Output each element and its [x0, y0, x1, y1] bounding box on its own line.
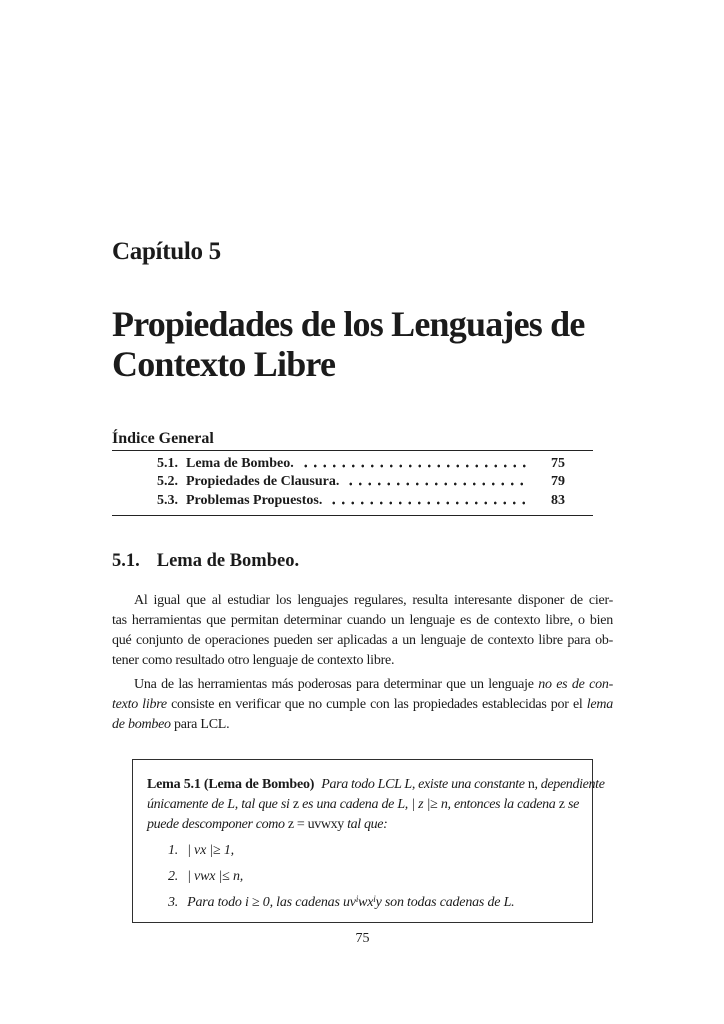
- lemma-label: Lema 5.1 (Lema de Bombeo): [147, 777, 315, 793]
- lemma-item-number: 2.: [168, 869, 179, 885]
- lemma-box: [132, 759, 605, 923]
- paragraph-line: qué conjunto de operaciones pueden ser aplicadas a un lenguaje de contexto libre para ob-: [112, 633, 613, 649]
- section-title: Lema de Bombeo.: [156, 551, 300, 572]
- lemma-statement-line: [147, 795, 579, 815]
- toc-entries: [112, 451, 593, 515]
- lemma-item: [168, 841, 579, 861]
- lemma-math-token: z: [292, 797, 299, 813]
- paragraph-line: [112, 695, 613, 715]
- toc-entry: [112, 455, 593, 473]
- lemma-item-text-post: y son todas cadenas de L.: [375, 895, 515, 911]
- lemma-text: , dependiente: [534, 777, 605, 793]
- paragraph-line: tener como resultado otro lenguaje de contexto libre.: [112, 653, 395, 669]
- paragraph-text: Una de las herramientas más poderosas para determinar que un lenguaje: [134, 677, 539, 693]
- lemma-item-number: 3.: [168, 895, 179, 911]
- toc-entry-page: 75: [551, 456, 565, 471]
- chapter-title-line-1: Propiedades de los Lenguajes de: [112, 304, 585, 344]
- paragraph: [112, 675, 613, 735]
- toc-entry-page: 83: [551, 492, 565, 508]
- paragraph-line: Al igual que al estudiar los lenguajes regulares, resulta interesante disponer de cier-: [134, 593, 613, 609]
- section-number: 5.1.: [112, 551, 140, 572]
- toc-entry-number: 5.2.: [157, 474, 178, 490]
- paragraph-text: para LCL.: [170, 717, 230, 733]
- toc-entry: [112, 473, 593, 491]
- toc-entry-title: Problemas Propuestos.: [186, 492, 323, 508]
- toc-dot-leader: [299, 455, 529, 473]
- toc-dot-leader: [327, 492, 529, 510]
- lemma-statement-line: [147, 815, 579, 835]
- lemma-item-text-mid: wx: [358, 895, 374, 911]
- lemma-math-token: z = uvwxy: [287, 817, 344, 833]
- paragraph-emphasis: de bombeo: [112, 717, 171, 733]
- superscript-i: i: [373, 893, 376, 904]
- lemma-item-text: | vwx |≤ n,: [187, 869, 244, 885]
- lemma-statement-line: [147, 775, 605, 795]
- toc-entry-title: Lema de Bombeo.: [186, 456, 294, 471]
- toc-rule-bottom: [112, 515, 593, 516]
- paragraph-line: [112, 715, 613, 735]
- lemma-text: tal que:: [343, 817, 388, 833]
- paragraph-emphasis: texto libre: [112, 697, 167, 713]
- lemma-item: [168, 867, 579, 887]
- lemma-item-text-pre: Para todo i ≥ 0, las cadenas uv: [187, 895, 356, 911]
- toc-heading: Índice General: [112, 430, 214, 447]
- paragraph-emphasis: lema: [586, 697, 613, 713]
- chapter-number: Capítulo 5: [112, 238, 221, 265]
- lemma-text: puede descomponer como: [147, 817, 288, 833]
- page-number: 75: [355, 931, 370, 947]
- toc-entry-title: Propiedades de Clausura.: [186, 474, 340, 490]
- paragraph: [112, 591, 613, 671]
- paragraph-line: [112, 675, 613, 695]
- chapter-title-line-2: Contexto Libre: [112, 344, 336, 384]
- toc-entry-page: 79: [551, 474, 565, 490]
- paragraph-emphasis: no es de con-: [538, 677, 613, 693]
- toc-dot-leader: [344, 473, 529, 491]
- chapter-title: [112, 304, 613, 384]
- paragraph-text: consiste en verificar que no cumple con las propiedades establecidas por el: [166, 697, 587, 713]
- paragraph-line: tas herramientas que permitan determinar cuando un lenguaje es de contexto libre, o bien: [112, 613, 613, 629]
- toc-entry: [112, 492, 593, 510]
- lemma-item-text: [187, 895, 514, 910]
- lemma-item-text: | vx |≥ 1,: [187, 843, 234, 859]
- lemma-text: es una cadena de L, | z |≥ n, entonces la cadena: [298, 797, 559, 813]
- toc-entry-number: 5.3.: [157, 492, 178, 508]
- lemma-text: Para todo LCL L, existe una constante: [321, 777, 528, 793]
- section-heading: [112, 549, 613, 574]
- lemma-text: se: [564, 797, 579, 813]
- lemma-conditions-list: [147, 841, 579, 913]
- lemma-math-token: n: [527, 777, 535, 793]
- superscript-i: i: [355, 893, 359, 904]
- lemma-item: [168, 893, 579, 913]
- lemma-math-token: z: [558, 797, 565, 813]
- table-of-contents: [112, 428, 593, 516]
- lemma-text: únicamente de L, tal que si: [147, 797, 293, 813]
- lemma-item-number: 1.: [168, 843, 179, 859]
- toc-entry-number: 5.1.: [157, 456, 178, 471]
